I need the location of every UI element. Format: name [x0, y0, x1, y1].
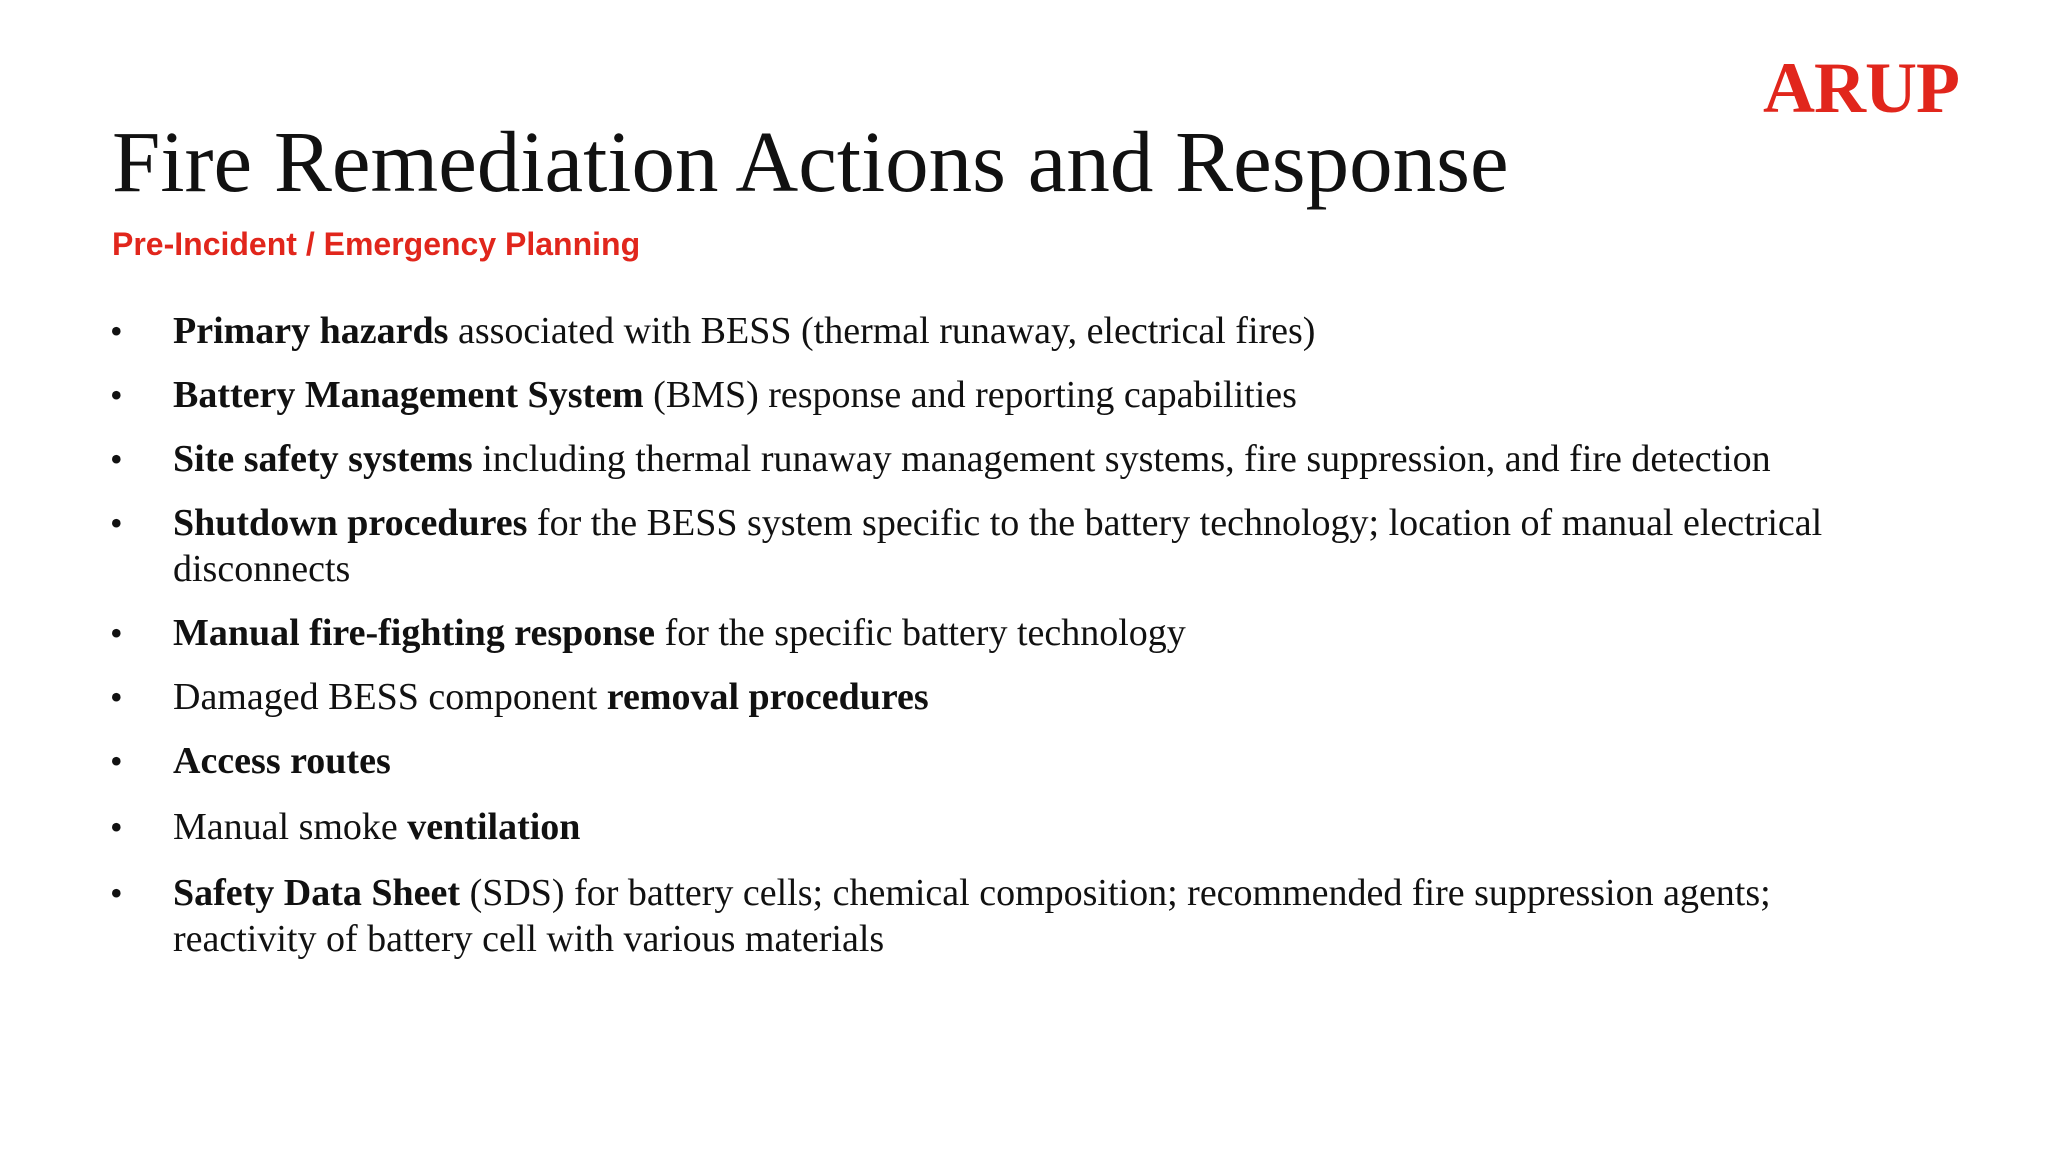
bullet-bold-text: Site safety systems	[173, 438, 473, 480]
bullet-normal-text: associated with BESS (thermal runaway, electrical fires)	[448, 310, 1316, 352]
bullet-marker: •	[110, 807, 123, 847]
bullet-text	[173, 738, 1893, 784]
bullet-normal-text: Manual smoke	[173, 806, 408, 848]
bullet-bold-text: Battery Management System	[173, 374, 644, 416]
bullet-bold-text: Safety Data Sheet	[173, 872, 461, 914]
bullet-text	[173, 500, 1893, 592]
bullet-normal-text: for the specific battery technology	[655, 612, 1186, 654]
bullet-bold-text: ventilation	[407, 806, 581, 848]
bullet-marker: •	[110, 503, 123, 543]
bullet-normal-text: (BMS) response and reporting capabilities	[643, 374, 1297, 416]
bullet-marker: •	[110, 741, 123, 781]
bullet-normal-text: Damaged BESS component	[173, 676, 607, 718]
bullet-text	[173, 674, 1893, 720]
bullet-text	[173, 372, 1893, 418]
bullet-marker: •	[110, 873, 123, 913]
bullet-marker: •	[110, 375, 123, 415]
bullet-bold-text: removal procedures	[606, 676, 929, 718]
arup-logo: ARUP	[1763, 48, 1959, 128]
bullet-marker: •	[110, 439, 123, 479]
bullet-normal-text: for the BESS system specific to the battery technology; location of manual electrical disconnects	[173, 502, 1823, 590]
slide-title: Fire Remediation Actions and Response	[112, 113, 1509, 210]
bullet-text	[173, 870, 1893, 962]
bullet-normal-text: (SDS) for battery cells; chemical composition; recommended fire suppression agents; reactivity of battery cell with various materials	[173, 872, 1771, 960]
bullet-bold-text: Manual fire-fighting response	[173, 612, 656, 654]
bullet-text	[173, 308, 1893, 354]
bullet-marker: •	[110, 613, 123, 653]
bullet-bold-text: Primary hazards	[173, 310, 449, 352]
bullet-text	[173, 610, 1893, 656]
bullet-marker: •	[110, 311, 123, 351]
bullet-normal-text: including thermal runaway management systems, fire suppression, and fire detection	[472, 438, 1771, 480]
bullet-bold-text: Shutdown procedures	[173, 502, 528, 544]
bullet-text	[173, 436, 1893, 482]
bullet-marker: •	[110, 677, 123, 717]
bullet-bold-text: Access routes	[173, 740, 391, 782]
bullet-text	[173, 804, 1893, 850]
slide-subtitle: Pre-Incident / Emergency Planning	[112, 226, 641, 262]
